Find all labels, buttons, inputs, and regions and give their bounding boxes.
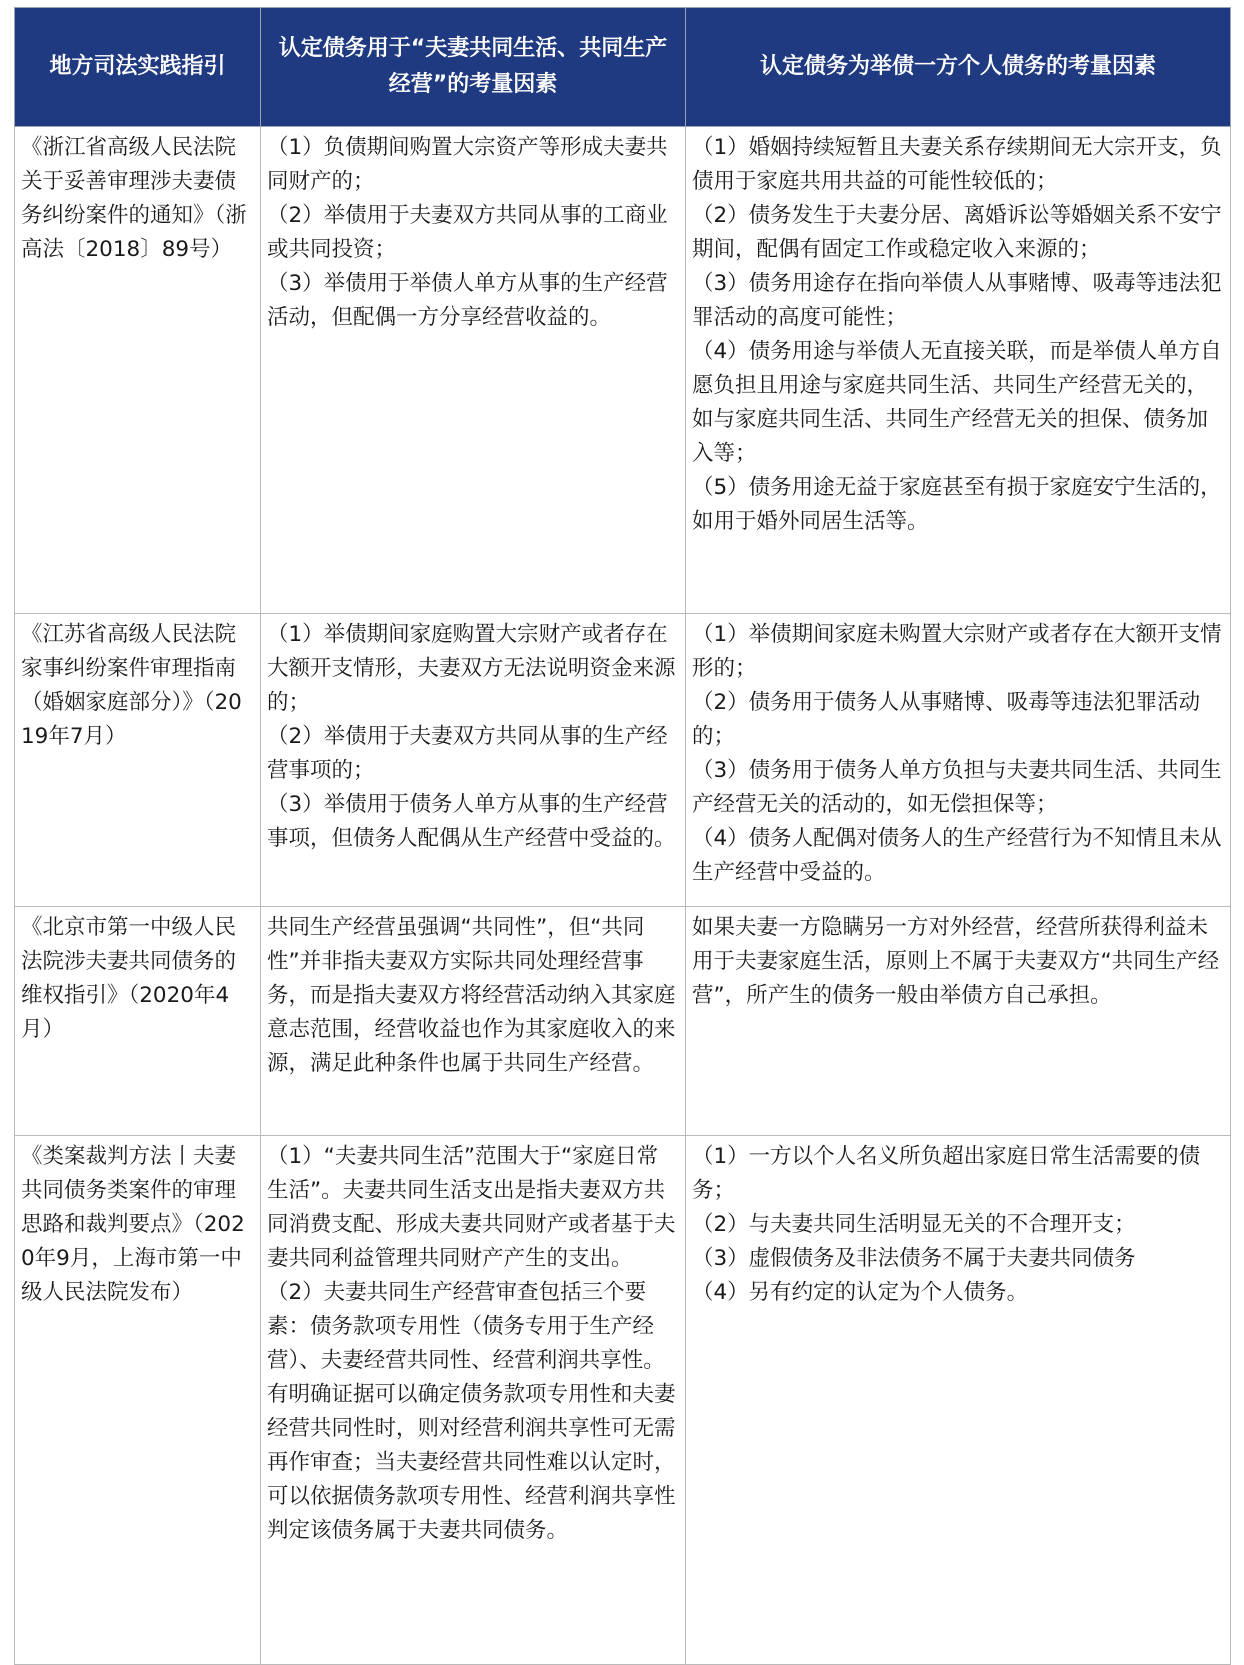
factor-item: （4）另有约定的认定为个人债务。 <box>692 1280 1029 1305</box>
factor-item: （2）夫妻共同生产经营审查包括三个要素：债务款项专用性（债务专用于生产经营）、夫妻经营共同性、经营利润共享性。有明确证据可以确定债务款项专用性和夫妻经营共同性时，则对经营利润共享性可无需再作审查；当夫妻经营共同性难以认定时，可以依据债务款项专用性、经营利润共享性判定该债务属于夫妻共同债务。 <box>267 1280 676 1543</box>
source-text: 《浙江省高级人民法院关于妥善审理涉夫妻债务纠纷案件的通知》（浙高法〔2018〕89号） <box>21 135 247 262</box>
joint-factors-cell <box>261 614 686 907</box>
personal-factors-cell <box>686 614 1231 907</box>
factor-item: （1）一方以个人名义所负超出家庭日常生活需要的债务； <box>692 1144 1201 1203</box>
factor-item: （2）债务用于债务人从事赌博、吸毒等违法犯罪活动的； <box>692 690 1201 749</box>
factor-item: （3）债务用途存在指向举债人从事赌博、吸毒等违法犯罪活动的高度可能性； <box>692 271 1222 330</box>
factor-item: （2）债务发生于夫妻分居、离婚诉讼等婚姻关系不安宁期间，配偶有固定工作或稳定收入来源的； <box>692 203 1222 262</box>
factor-item: （4）债务用途与举债人无直接关联，而是举债人单方自愿负担且用途与家庭共同生活、共同生产经营无关的，如与家庭共同生活、共同生产经营无关的担保、债务加入等； <box>692 339 1222 466</box>
header-row <box>15 8 1231 127</box>
factor-item: （1）“夫妻共同生活”范围大于“家庭日常生活”。夫妻共同生活支出是指夫妻双方共同消费支配、形成夫妻共同财产或者基于夫妻共同利益管理共同财产产生的支出。 <box>267 1144 676 1271</box>
header-joint-factors: 认定债务用于“夫妻共同生活、共同生产经营”的考量因素 <box>261 8 686 127</box>
source-text: 《类案裁判方法丨夫妻共同债务类案件的审理思路和裁判要点》（2020年9月，上海市第一中级人民法院发布） <box>21 1144 245 1305</box>
factor-item: （5）债务用途无益于家庭甚至有损于家庭安宁生活的，如用于婚外同居生活等。 <box>692 475 1222 534</box>
source-cell <box>15 127 261 614</box>
factor-item: 如果夫妻一方隐瞒另一方对外经营，经营所获得利益未用于夫妻家庭生活，原则上不属于夫妻双方“共同生产经营”，所产生的债务一般由举债方自己承担。 <box>692 915 1220 1008</box>
header-personal-factors: 认定债务为举债一方个人债务的考量因素 <box>686 8 1231 127</box>
factor-item: （2）与夫妻共同生活明显无关的不合理开支； <box>692 1212 1136 1237</box>
factor-item: （3）债务用于债务人单方负担与夫妻共同生活、共同生产经营无关的活动的，如无偿担保等； <box>692 758 1222 817</box>
personal-factors-cell <box>686 127 1231 614</box>
source-cell <box>15 907 261 1136</box>
table-row <box>15 1136 1231 1665</box>
factor-item: （3）举债用于举债人单方从事的生产经营活动，但配偶一方分享经营收益的。 <box>267 271 668 330</box>
personal-factors-cell <box>686 1136 1231 1665</box>
factor-item: （1）举债期间家庭未购置大宗财产或者存在大额开支情形的； <box>692 622 1222 681</box>
table-row <box>15 614 1231 907</box>
factor-item: （1）举债期间家庭购置大宗财产或者存在大额开支情形，夫妻双方无法说明资金来源的； <box>267 622 676 715</box>
factor-item: （1）负债期间购置大宗资产等形成夫妻共同财产的； <box>267 135 668 194</box>
factor-item: （3）举债用于债务人单方从事的生产经营事项，但债务人配偶从生产经营中受益的。 <box>267 792 676 851</box>
source-text: 《江苏省高级人民法院家事纠纷案件审理指南（婚姻家庭部分）》（2019年7月） <box>21 622 242 749</box>
personal-factors-cell <box>686 907 1231 1136</box>
joint-factors-cell <box>261 907 686 1136</box>
header-source: 地方司法实践指引 <box>15 8 261 127</box>
table-row <box>15 127 1231 614</box>
factor-item: （2）举债用于夫妻双方共同从事的工商业或共同投资； <box>267 203 668 262</box>
source-cell <box>15 614 261 907</box>
joint-factors-cell <box>261 1136 686 1665</box>
debt-factors-table <box>14 7 1231 1665</box>
source-text: 《北京市第一中级人民法院涉夫妻共同债务的维权指引》（2020年4月） <box>21 915 237 1042</box>
source-cell <box>15 1136 261 1665</box>
factor-item: （3）虚假债务及非法债务不属于夫妻共同债务 <box>692 1246 1136 1271</box>
factor-item: （4）债务人配偶对债务人的生产经营行为不知情且未从生产经营中受益的。 <box>692 826 1222 885</box>
factor-item: （1）婚姻持续短暂且夫妻关系存续期间无大宗开支，负债用于家庭共用共益的可能性较低的； <box>692 135 1222 194</box>
table-row <box>15 907 1231 1136</box>
joint-factors-cell <box>261 127 686 614</box>
factor-item: （2）举债用于夫妻双方共同从事的生产经营事项的； <box>267 724 668 783</box>
factor-item: 共同生产经营虽强调“共同性”，但“共同性”并非指夫妻双方实际共同处理经营事务，而是指夫妻双方将经营活动纳入其家庭意志范围，经营收益也作为其家庭收入的来源，满足此种条件也属于共同生产经营。 <box>267 915 676 1076</box>
